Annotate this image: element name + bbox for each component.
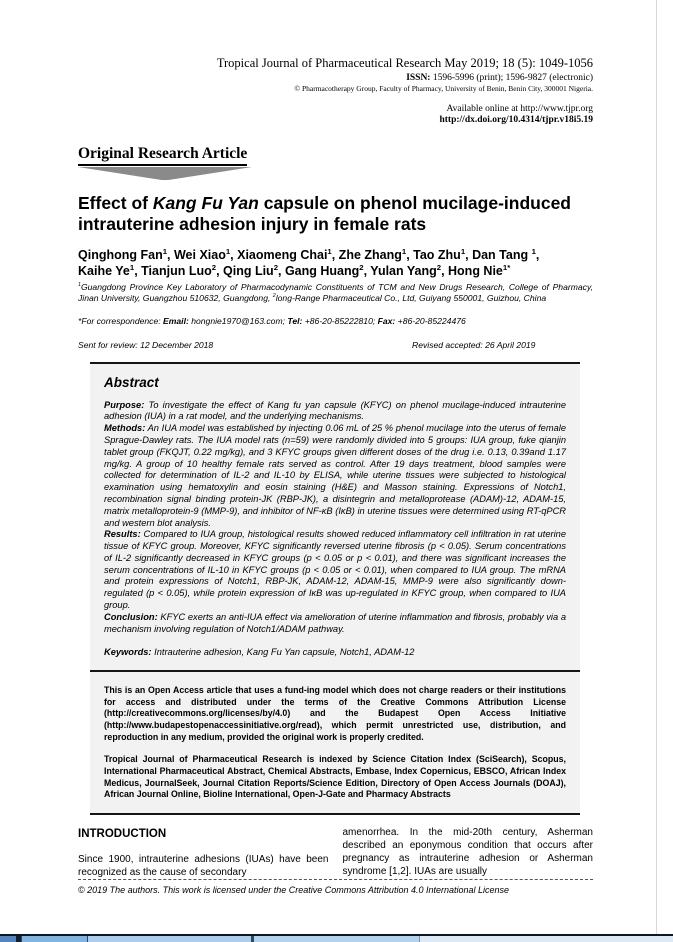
taskbar-tray-area[interactable]	[420, 936, 673, 942]
introduction-columns	[78, 826, 593, 879]
footer-dashed-divider	[78, 879, 593, 880]
correspondence-line: *For correspondence: Email: hongnie1970@163.com; Tel: +86-20-85222810; Fax: +86-20-85224476	[78, 315, 466, 326]
article-title: Effect of Kang Fu Yan capsule on phenol mucilage-induced intrauterine adhesion injury in female rats	[78, 193, 571, 235]
issn-line: ISSN: 1596-5996 (print); 1596-9827 (electronic)	[406, 73, 593, 83]
ribbon-arrow-shape	[78, 167, 252, 180]
article-type-banner	[78, 145, 593, 180]
license-line: © 2019 The authors. This work is licensed under the Creative Commons Attribution 4.0 International License	[78, 885, 510, 895]
author-list: Qinghong Fan$^1$, Wei Xiao$^1$, Xiaomeng Chai$^1$, Zhe Zhang$^1$, Tao Zhu$^1$, Dan Tang $^1$, Kaihe Ye$^1$, Tianjun Luo$^2$, Qing Liu$^2$, Gang Huang$^2$, Yulan Yang$^2$, Hong Nie$^{1*}$	[78, 246, 540, 278]
keywords-line: Keywords: Intrauterine adhesion, Kang Fu Yan capsule, Notch1, ADAM-12	[104, 647, 415, 658]
taskbar-window-button[interactable]	[254, 936, 420, 942]
publisher-copyright-line: © Pharmacotherapy Group, Faculty of Pharmacy, University of Benin, Benin City, 300001 Nigeria.	[294, 84, 593, 93]
abstract-section	[90, 362, 580, 673]
abstract-heading: Abstract	[104, 374, 159, 390]
taskbar-window-button[interactable]	[88, 936, 251, 942]
online-availability-block	[78, 104, 593, 125]
page-footer	[78, 879, 593, 895]
revised-accepted-date: Revised accepted: 26 April 2019	[412, 339, 536, 350]
taskbar-sliver	[0, 934, 673, 942]
abstract-methods-paragraph: Methods: An IUA model was established by injecting 0.06 mL of 25 % phenol mucilage into the uterus of female Sprague-Dawley rats. The IUA model rats (n=59) were randomly divided into 5 groups: IUA group, fuke qianjin tablet group (FKQJT, 0.22 mg/kg), and 3 KFYC groups given different doses of the drug i.e. 0.13, 0.39and 1.17 mg/kg. A group of 10 healthy female rats served as control. After 19 days treatment, blood samples were collected for determination of IL-2 and IL-10 by ELISA, while uterine tissues were subjected to histological examination using hematoxylin and eosin staining (H&E) and Masson staining. Expressions of Notch1, recombination signal binding protein-JK (RBP-JK), a disintegrin and metalloprotease (ADAM)-12, ADAM-15, matrix metalloprotein-9 (MMP-9), and inhibitor of NF-κB (IκB) in uterine tissues were determined using RT-qPCR and western blot analysis.	[104, 423, 566, 528]
review-dates-row	[78, 340, 593, 351]
right-column	[343, 826, 594, 879]
abstract-conclusion-paragraph: Conclusion: KFYC exerts an anti-IUA effect via amelioration of uterine inflammation and fibrosis, probably via a mechanism involving regulation of Notch1/ADAM pathway.	[104, 611, 566, 634]
affiliation-text: $^1$Guangdong Province Key Laboratory of Pharmacodynamic Constituents of TCM and New Drugs Research, College of Pharmacy, Jinan University, Guangzhou 510632, Guangdong, $^2$long-Range Pharmaceutical Co., Ltd, Guiyang 550001, Guizhou, China	[78, 282, 593, 304]
taskbar-start-button[interactable]	[0, 936, 16, 942]
abstract-results-paragraph: Results: Compared to IUA group, histological results showed reduced inflammatory cell infiltration in rat uterine tissue of KFYC group. Moreover, KFYC significantly reversed uterine fibrosis (p < 0.05). Serum concentrations of IL-2 significantly decreased in KFYC groups (p < 0.05 or p < 0.01), and there was significant increases the serum concentrations of IL-10 in KFYC groups (p < 0.05 or < 0.01), when compared to IUA group. The mRNA and protein expressions of Notch1, RBP-JK, ADAM-12, ADAM-15, MMP-9 were also significantly down-regulated (p < 0.05), while protein expression of IκB was up-regulated in KFYC group, when compared to IUA group.	[104, 529, 566, 611]
doi-link[interactable]: http://dx.doi.org/10.4314/tjpr.v18i5.19	[439, 115, 593, 125]
article-type-label: Original Research Article	[78, 145, 247, 166]
notices-section	[90, 672, 580, 814]
journal-citation-line: Tropical Journal of Pharmaceutical Research May 2019; 18 (5): 1049-1056	[216, 56, 593, 70]
journal-masthead	[78, 0, 593, 125]
page-edge-divider	[656, 0, 657, 942]
introduction-left-paragraph: Since 1900, intrauterine adhesions (IUAs) have been recognized as the cause of secondary	[78, 853, 329, 878]
taskbar-active-window-button[interactable]	[21, 936, 88, 942]
abstract-purpose-paragraph: Purpose: To investigate the effect of Kang fu yan capsule (KFYC) on phenol mucilage-induced intrauterine adhesion (IUA) in a rat model, and the underlying mechanisms.	[104, 399, 566, 422]
left-column	[78, 826, 329, 879]
open-access-notice: This is an Open Access article that uses a fund-ing model which does not charge readers or their institutions for access and distributed under the terms of the Creative Commons Attribution License (http://creativecommons.org/licenses/by/4.0) and the Budapest Open Access Initiative (http://www.budapestopenaccessinitiative.org/read), which permit unrestricted use, distribution, and reproduction in any medium, provided the original work is properly credited.	[104, 685, 566, 742]
sent-for-review-date: Sent for review: 12 December 2018	[78, 339, 214, 350]
available-online-link[interactable]: Available online at http://www.tjpr.org	[446, 104, 593, 114]
indexing-notice: Tropical Journal of Pharmaceutical Research is indexed by Science Citation Index (SciSearch), Scopus, International Pharmaceutical Abstract, Chemical Abstracts, Embase, Index Copernicus, EBSCO, African Index Medicus, JournalSeek, Journal Citation Reports/Science Edition, Directory of Open Access Journals (DOAJ), African Journal Online, Bioline International, Open-J-Gate and Pharmacy Abstracts	[104, 754, 566, 800]
article-page	[78, 0, 593, 879]
introduction-right-paragraph: amenorrhea. In the mid-20th century, Asherman described an eponymous condition that occurs after pregnancy as intrauterine adhesion or Asherman syndrome [1,2]. IUAs are usually	[342, 826, 593, 878]
introduction-heading: INTRODUCTION	[78, 827, 167, 840]
